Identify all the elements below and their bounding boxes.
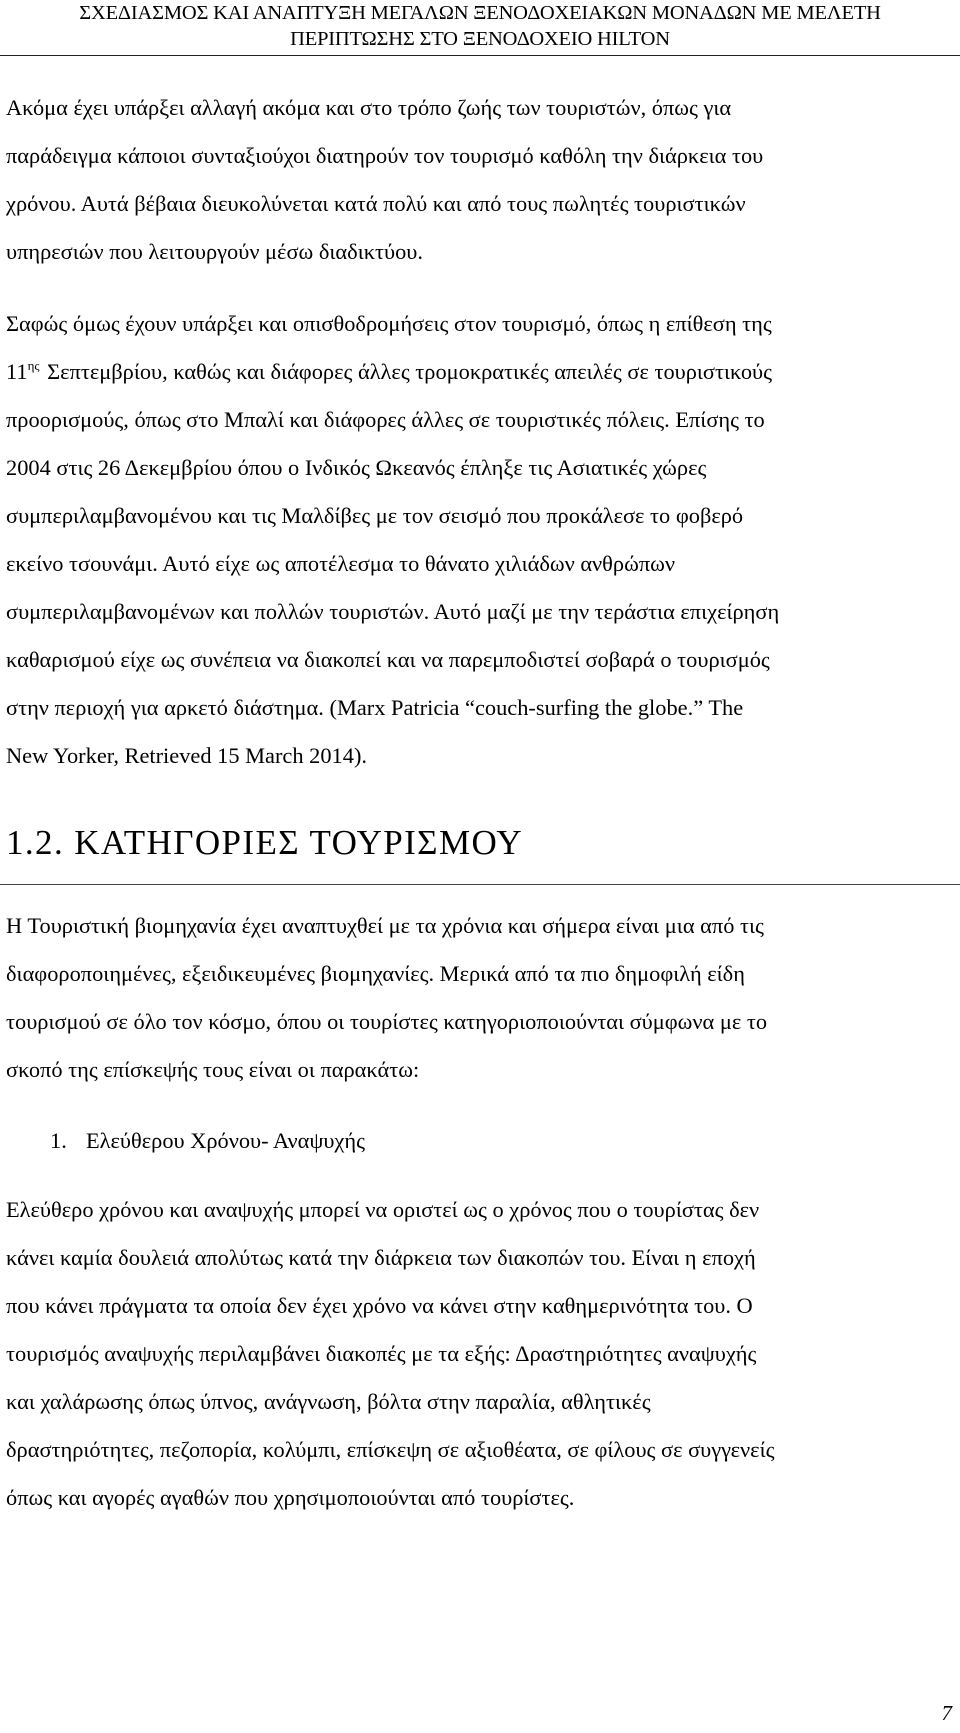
text-line: συμπεριλαμβανομένου και τις Μαλδίβες με τον σεισμό που προκάλεσε το φοβερό — [6, 503, 744, 528]
text-line: δραστηριότητες, πεζοπορία, κολύμπι, επίσκεψη σε αξιοθέατα, σε φίλους σε συγγενείς — [6, 1437, 775, 1462]
text-line-remainder: Σεπτεμβρίου, καθώς και διάφορες άλλες τρομοκρατικές απειλές σε τουριστικούς — [41, 359, 772, 384]
text-line: στην περιοχή για αρκετό διάστημα. (Marx Patricia “couch-surfing the globe.” The — [6, 695, 744, 720]
header-divider — [0, 55, 960, 56]
text-line: διαφοροποιημένες, εξειδικευμένες βιομηχανίες. Μερικά από τα πιο δημοφιλή είδη — [6, 961, 745, 986]
text-line: όπως και αγορές αγαθών που χρησιμοποιούνται από τουρίστες. — [6, 1485, 575, 1510]
text-line: κάνει καμία δουλειά απολύτως κατά την διάρκεια των διακοπών του. Είναι η εποχή — [6, 1245, 756, 1270]
paragraph-lifestyle-change — [6, 84, 954, 276]
section-heading: 1.2. ΚΑΤΗΓΟΡΙΕΣ ΤΟΥΡΙΣΜΟΥ — [6, 823, 524, 862]
ordinal-superscript: ης — [27, 358, 40, 373]
text-line: εκείνο τσουνάμι. Αυτό είχε ως αποτέλεσμα το θάνατο χιλιάδων ανθρώπων — [6, 551, 675, 576]
text-line: και χαλάρωσης όπως ύπνος, ανάγνωση, βόλτα στην παραλία, αθλητικές — [6, 1389, 651, 1414]
page-number: 7 — [941, 1701, 952, 1725]
paragraph-setbacks — [6, 300, 954, 780]
text-line: New Yorker, Retrieved 15 March 2014). — [6, 743, 368, 768]
date-number: 11 — [6, 359, 28, 384]
running-header-line-1: ΣΧΕΔΙΑΣΜΟΣ ΚΑΙ ΑΝΑΠΤΥΞΗ ΜΕΓΑΛΩΝ ΞΕΝΟΔΟΧΕΙΑΚΩΝ ΜΟΝΑΔΩΝ ΜΕ ΜΕΛΕΤΗ — [79, 2, 881, 24]
text-line: Ακόμα έχει υπάρξει αλλαγή ακόμα και στο τρόπο ζωής των τουριστών, όπως για — [6, 95, 732, 120]
text-line: που κάνει πράγματα τα οποία δεν έχει χρόνο να κάνει στην καθημερινότητα του. Ο — [6, 1293, 753, 1318]
text-line — [6, 348, 954, 396]
text-line: προορισμούς, όπως στο Μπαλί και διάφορες άλλες σε τουριστικές πόλεις. Επίσης το — [6, 407, 765, 432]
paragraph-leisure-definition — [6, 1186, 954, 1522]
section-divider — [0, 884, 960, 885]
running-header-line-2: ΠΕΡΙΠΤΩΣΗΣ ΣΤΟ ΞΕΝΟΔΟΧΕΙΟ HILTON — [290, 28, 670, 50]
text-line: σκοπό της επίσκεψής τους είναι οι παρακάτω: — [6, 1057, 420, 1082]
text-line: τουρισμός αναψυχής περιλαμβάνει διακοπές με τα εξής: Δραστηριότητες αναψυχής — [6, 1341, 757, 1366]
text-line: τουρισμού σε όλο τον κόσμο, όπου οι τουρίστες κατηγοριοποιούνται σύμφωνα με το — [6, 1009, 768, 1034]
text-line: καθαρισμού είχε ως συνέπεια να διακοπεί και να παρεμποδιστεί σοβαρά ο τουρισμός — [6, 647, 770, 672]
text-line: Σαφώς όμως έχουν υπάρξει και οπισθοδρομήσεις στον τουρισμό, όπως η επίθεση της — [6, 311, 772, 336]
list-item-label: Ελεύθερου Χρόνου- Αναψυχής — [86, 1128, 365, 1153]
text-line: συμπεριλαμβανομένων και πολλών τουριστών. Αυτό μαζί με την τεράστια επιχείρηση — [6, 599, 780, 624]
list-item-number: 1. — [50, 1128, 67, 1153]
text-line: υπηρεσιών που λειτουργούν μέσω διαδικτύου. — [6, 239, 423, 264]
running-header — [0, 0, 960, 52]
text-line: Ελεύθερο χρόνου και αναψυχής μπορεί να οριστεί ως ο χρόνος που ο τουρίστας δεν — [6, 1197, 760, 1222]
text-line: παράδειγμα κάποιοι συνταξιούχοι διατηρούν τον τουρισμό καθόλη την διάρκεια του — [6, 143, 764, 168]
list-item — [50, 1117, 365, 1165]
paragraph-tourism-industry — [6, 902, 954, 1094]
text-line: 2004 στις 26 Δεκεμβρίου όπου ο Ινδικός Ωκεανός έπληξε τις Ασιατικές χώρες — [6, 455, 707, 480]
text-line: χρόνου. Αυτά βέβαια διευκολύνεται κατά πολύ και από τους πωλητές τουριστικών — [6, 191, 746, 216]
text-line: Η Τουριστική βιομηχανία έχει αναπτυχθεί με τα χρόνια και σήμερα είναι μια από τις — [6, 913, 764, 938]
